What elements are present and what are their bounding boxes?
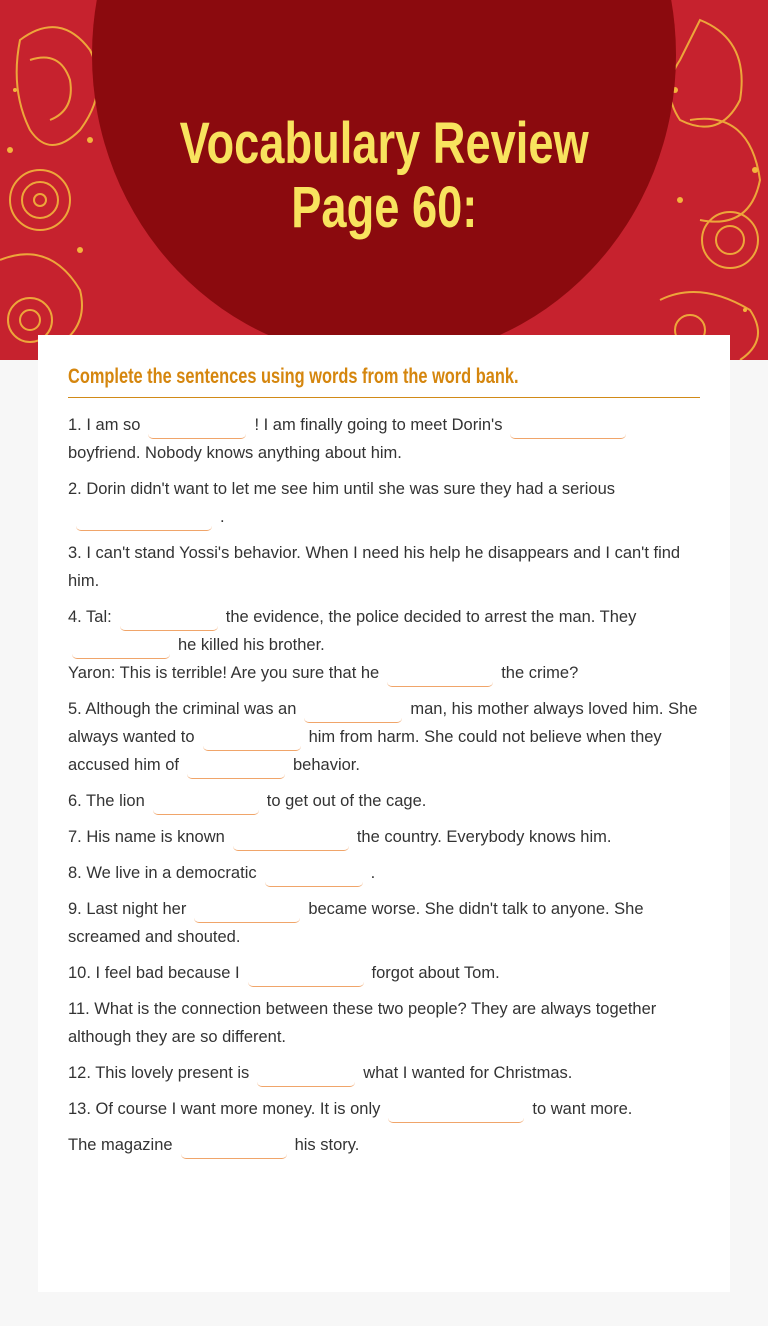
text: 2. Dorin didn't want to let me see him until she was sure they had a serious xyxy=(68,480,616,498)
text: man, his mother always loved him. She always wanted to xyxy=(68,700,698,746)
question-7 xyxy=(68,823,702,851)
question-14 xyxy=(68,1131,702,1159)
question-5 xyxy=(68,695,702,779)
question-2 xyxy=(68,475,702,531)
blank-input[interactable] xyxy=(120,610,218,631)
blank-input[interactable] xyxy=(181,1138,287,1159)
text: 7. His name is known xyxy=(68,828,225,846)
blank-input[interactable] xyxy=(203,730,301,751)
text: 10. I feel bad because I xyxy=(68,964,240,982)
worksheet-card xyxy=(38,335,730,1292)
text: 3. I can't stand Yossi's behavior. When I need his help he disappears and I can't find him. xyxy=(68,544,681,590)
text: 9. Last night her xyxy=(68,900,187,918)
question-10 xyxy=(68,959,702,987)
question-11 xyxy=(68,995,702,1051)
blank-input[interactable] xyxy=(388,1102,524,1123)
instructions-text: Complete the sentences using words from the word bank. xyxy=(68,365,519,388)
title-line-2: Page 60: xyxy=(290,175,478,240)
text: 6. The lion xyxy=(68,792,145,810)
text: to get out of the cage. xyxy=(266,792,427,810)
text: ! I am finally going to meet Dorin's xyxy=(254,416,503,434)
text: Yaron: This is terrible! Are you sure that he xyxy=(68,664,380,682)
text: forgot about Tom. xyxy=(371,964,500,982)
question-6 xyxy=(68,787,702,815)
blank-input[interactable] xyxy=(194,902,300,923)
text: 4. Tal: xyxy=(68,608,112,626)
title-line-1: Vocabulary Review xyxy=(179,111,589,176)
blank-input[interactable] xyxy=(510,418,626,439)
question-4 xyxy=(68,603,702,687)
text: he killed his brother. xyxy=(178,636,325,654)
text: the crime? xyxy=(501,664,579,682)
blank-input[interactable] xyxy=(265,866,363,887)
question-13 xyxy=(68,1095,702,1123)
blank-input[interactable] xyxy=(233,830,349,851)
blank-input[interactable] xyxy=(72,638,170,659)
text: . xyxy=(370,864,376,882)
text: 8. We live in a democratic xyxy=(68,864,257,882)
blank-input[interactable] xyxy=(187,758,285,779)
text: 1. I am so xyxy=(68,416,141,434)
text: the evidence, the police decided to arrest the man. They xyxy=(225,608,637,626)
text: . xyxy=(220,508,225,526)
question-1 xyxy=(68,411,702,467)
question-3 xyxy=(68,539,702,595)
blank-input[interactable] xyxy=(387,666,493,687)
text: The magazine xyxy=(68,1136,173,1154)
questions-list xyxy=(68,411,702,1167)
text: 13. Of course I want more money. It is only xyxy=(68,1100,381,1118)
page-title xyxy=(0,112,768,240)
text: to want more. xyxy=(532,1100,633,1118)
header-banner xyxy=(0,0,768,360)
text: 5. Although the criminal was an xyxy=(68,700,297,718)
text: boyfriend. Nobody knows anything about him. xyxy=(68,444,402,462)
text: him from harm. She could not believe when they accused him of xyxy=(68,728,662,774)
text: behavior. xyxy=(292,756,360,774)
text: his story. xyxy=(294,1136,360,1154)
question-8 xyxy=(68,859,702,887)
instructions xyxy=(68,365,700,398)
question-12 xyxy=(68,1059,702,1087)
blank-input[interactable] xyxy=(257,1066,355,1087)
blank-input[interactable] xyxy=(248,966,364,987)
text: became worse. She didn't talk to anyone. She screamed and shouted. xyxy=(68,900,644,946)
blank-input[interactable] xyxy=(76,510,212,531)
question-9 xyxy=(68,895,702,951)
blank-input[interactable] xyxy=(148,418,246,439)
text: what I wanted for Christmas. xyxy=(363,1064,573,1082)
text: the country. Everybody knows him. xyxy=(356,828,612,846)
text: 11. What is the connection between these two people? They are always together although they are so different. xyxy=(68,1000,657,1046)
blank-input[interactable] xyxy=(304,702,402,723)
text: 12. This lovely present is xyxy=(68,1064,250,1082)
blank-input[interactable] xyxy=(153,794,259,815)
